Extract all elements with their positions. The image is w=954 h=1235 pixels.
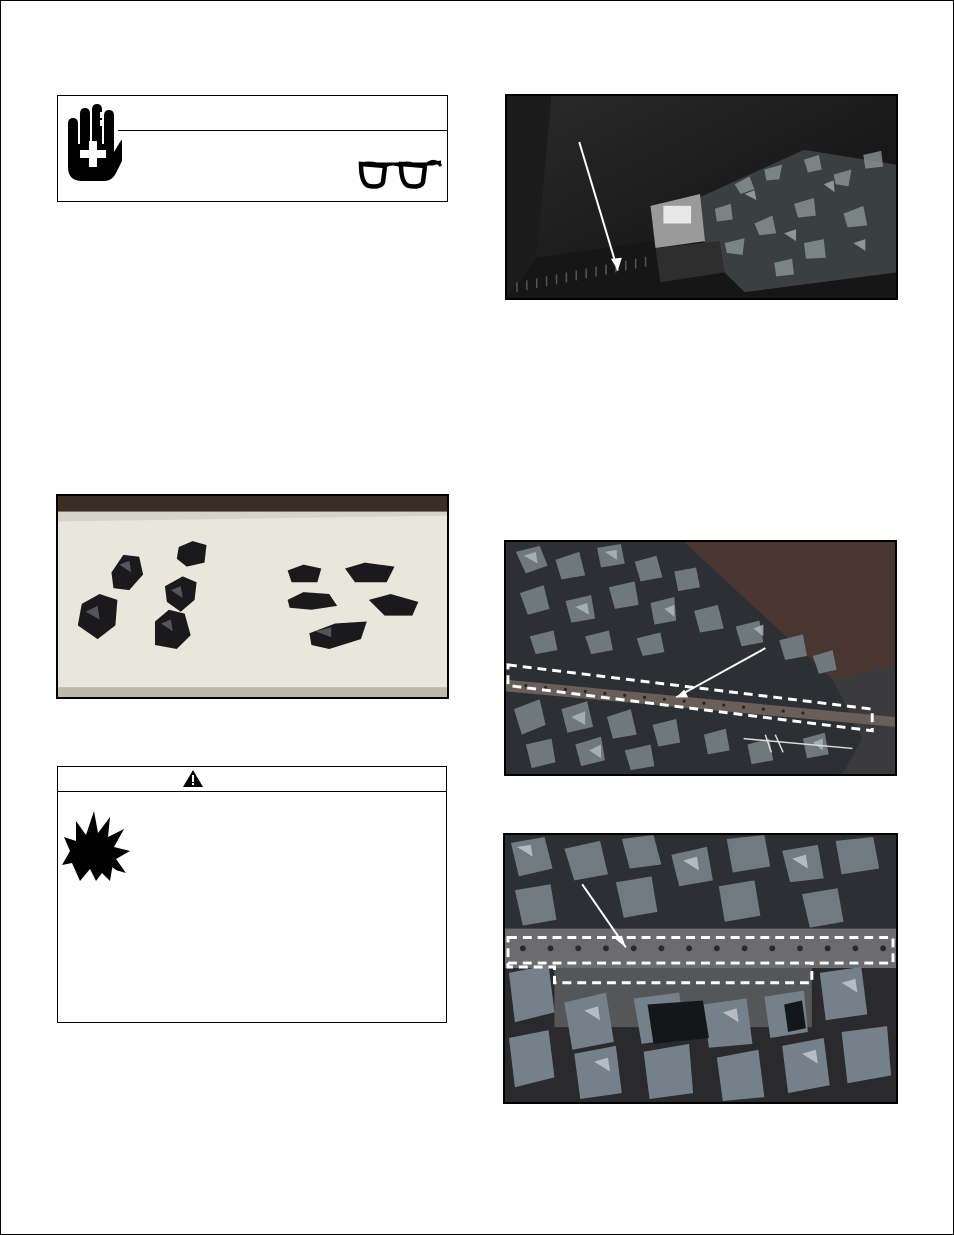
- safety-box-divider: [118, 130, 447, 131]
- fireplace-interior-photo: [505, 94, 898, 300]
- gloves-icon: [64, 104, 122, 190]
- burner-closeup-photo: [503, 833, 898, 1104]
- explosion-icon: [62, 807, 132, 883]
- safety-ppe-box: [57, 95, 448, 202]
- safety-glasses-icon: [357, 156, 443, 190]
- glass-rocks-photo: [56, 494, 449, 699]
- warning-triangle-icon: [182, 769, 204, 788]
- burner-glass-photo: [504, 540, 897, 776]
- warning-box: [57, 766, 447, 1023]
- warning-header-divider: [58, 791, 446, 792]
